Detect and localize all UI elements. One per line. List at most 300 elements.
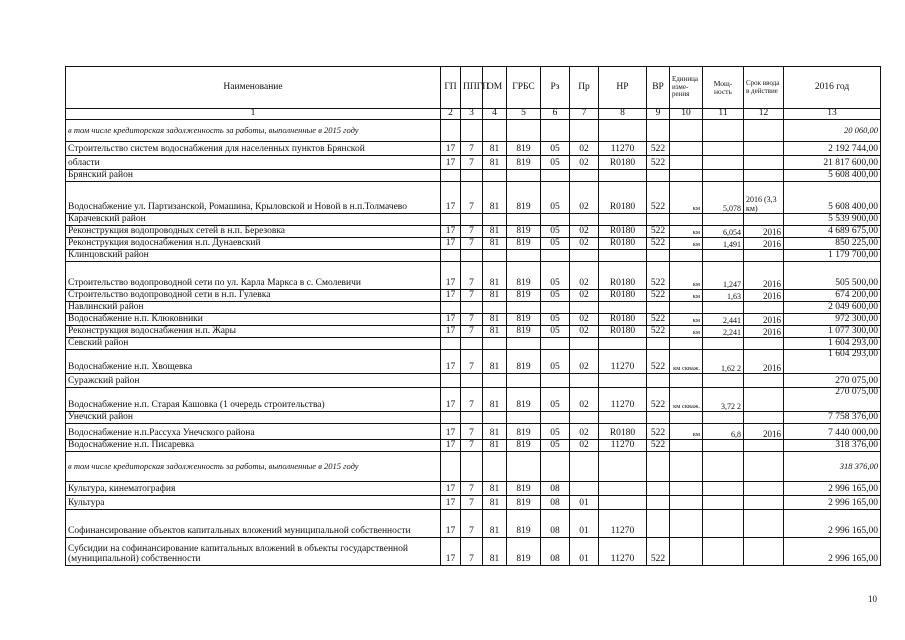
cell-empty-grbs bbox=[507, 302, 541, 314]
cell-ppgp: 7 bbox=[461, 424, 483, 440]
cell-name: Водоснабжение н.п. Писаревка bbox=[66, 440, 441, 452]
cell-name: Водоснабжение н.п. Хвощевка bbox=[66, 350, 441, 374]
cell-nr: R0180 bbox=[599, 226, 647, 238]
cell-empty-unit bbox=[670, 214, 703, 226]
cell-empty-cap bbox=[703, 170, 744, 182]
cell-empty-unit bbox=[670, 338, 703, 350]
cell-gp: 17 bbox=[441, 182, 461, 214]
cell-empty-rz bbox=[541, 214, 570, 226]
cell-empty-cap bbox=[703, 452, 744, 482]
table-header-row bbox=[66, 67, 881, 109]
cell-vr: 522 bbox=[647, 388, 670, 412]
cell-pr: 01 bbox=[570, 510, 599, 538]
cell-name: Реконструкция водопроводных сетей в н.п. Березовка bbox=[66, 226, 441, 238]
cell-empty-unit bbox=[670, 412, 703, 424]
cell-grbs: 819 bbox=[507, 182, 541, 214]
cell-pr: 02 bbox=[570, 350, 599, 374]
cell-rz: 05 bbox=[541, 226, 570, 238]
cell-empty-ppgp bbox=[461, 412, 483, 424]
cell-amount: 1 179 700,00 bbox=[784, 250, 881, 262]
cell-unit: км bbox=[670, 182, 703, 214]
column-header-name: Наименование bbox=[66, 67, 441, 109]
cell-gp: 17 bbox=[441, 314, 461, 326]
cell-name: Водоснабжение ул. Партизанской, Ромашина, Крыловской и Новой в н.п.Толмачево bbox=[66, 182, 441, 214]
table-row bbox=[66, 142, 881, 156]
cell-ppgp: 7 bbox=[461, 440, 483, 452]
cell-empty-nr bbox=[599, 302, 647, 314]
cell-cap: 1,62 2 bbox=[703, 350, 744, 374]
cell-vr: 522 bbox=[647, 290, 670, 302]
column-header-om: ОМ bbox=[483, 67, 507, 109]
cell-rz: 05 bbox=[541, 262, 570, 290]
cell-amount: 2 996 165,00 bbox=[784, 510, 881, 538]
column-index-grbs: 5 bbox=[507, 109, 541, 120]
cell-empty-pr bbox=[570, 338, 599, 350]
cell-amount: 21 817 600,00 bbox=[784, 156, 881, 170]
cell-unit bbox=[670, 496, 703, 510]
cell-empty-unit bbox=[670, 120, 703, 142]
cell-cap bbox=[703, 142, 744, 156]
cell-om: 81 bbox=[483, 440, 507, 452]
cell-vr: 522 bbox=[647, 350, 670, 374]
cell-empty-rz bbox=[541, 374, 570, 388]
cell-name: Водоснабжение н.п. Клюковники bbox=[66, 314, 441, 326]
cell-empty-unit bbox=[670, 170, 703, 182]
cell-term: 2016 bbox=[744, 226, 784, 238]
cell-empty-gp bbox=[441, 120, 461, 142]
column-header-pr: Пр bbox=[570, 67, 599, 109]
page-number: 10 bbox=[868, 594, 877, 604]
column-index-cap: 11 bbox=[703, 109, 744, 120]
cell-empty-grbs bbox=[507, 120, 541, 142]
cell-empty-term bbox=[744, 250, 784, 262]
cell-empty-rz bbox=[541, 170, 570, 182]
cell-amount: 7 440 000,00 bbox=[784, 424, 881, 440]
cell-ppgp: 7 bbox=[461, 314, 483, 326]
cell-empty-term bbox=[744, 374, 784, 388]
cell-term bbox=[744, 388, 784, 412]
cell-grbs: 819 bbox=[507, 290, 541, 302]
cell-vr: 522 bbox=[647, 538, 670, 566]
cell-gp: 17 bbox=[441, 238, 461, 250]
cell-term bbox=[744, 142, 784, 156]
cell-empty-pr bbox=[570, 302, 599, 314]
cell-name: Реконструкция водоснабжения н.п. Дунаевский bbox=[66, 238, 441, 250]
cell-nr: 11270 bbox=[599, 440, 647, 452]
cell-name: области bbox=[66, 156, 441, 170]
cell-gp: 17 bbox=[441, 538, 461, 566]
cell-vr: 522 bbox=[647, 226, 670, 238]
cell-om: 81 bbox=[483, 156, 507, 170]
cell-amount: 5 539 900,00 bbox=[784, 214, 881, 226]
cell-empty-vr bbox=[647, 250, 670, 262]
cell-nr: 11270 bbox=[599, 142, 647, 156]
cell-empty-pr bbox=[570, 170, 599, 182]
cell-cap bbox=[703, 482, 744, 496]
cell-om: 81 bbox=[483, 496, 507, 510]
cell-gp: 17 bbox=[441, 326, 461, 338]
cell-name: Суражский район bbox=[66, 374, 441, 388]
cell-empty-term bbox=[744, 170, 784, 182]
cell-cap bbox=[703, 538, 744, 566]
table-row bbox=[66, 374, 881, 388]
table-row bbox=[66, 482, 881, 496]
cell-amount: 4 689 675,00 bbox=[784, 226, 881, 238]
cell-name: Брянский район bbox=[66, 170, 441, 182]
cell-unit bbox=[670, 482, 703, 496]
cell-empty-ppgp bbox=[461, 120, 483, 142]
cell-pr: 02 bbox=[570, 156, 599, 170]
cell-nr: R0180 bbox=[599, 182, 647, 214]
table-row bbox=[66, 538, 881, 566]
cell-vr: 522 bbox=[647, 326, 670, 338]
cell-gp: 17 bbox=[441, 350, 461, 374]
cell-rz: 05 bbox=[541, 182, 570, 214]
cell-amount: 270 075,00 bbox=[784, 374, 881, 388]
cell-pr: 02 bbox=[570, 238, 599, 250]
cell-om: 81 bbox=[483, 182, 507, 214]
cell-empty-term bbox=[744, 412, 784, 424]
cell-empty-ppgp bbox=[461, 374, 483, 388]
cell-pr: 02 bbox=[570, 314, 599, 326]
table-row bbox=[66, 170, 881, 182]
cell-name: Севский район bbox=[66, 338, 441, 350]
table-row bbox=[66, 338, 881, 350]
cell-cap: 5,078 bbox=[703, 182, 744, 214]
table-row bbox=[66, 214, 881, 226]
cell-empty-grbs bbox=[507, 412, 541, 424]
cell-om: 81 bbox=[483, 238, 507, 250]
cell-cap: 2,441 bbox=[703, 314, 744, 326]
cell-pr: 02 bbox=[570, 262, 599, 290]
cell-ppgp: 7 bbox=[461, 350, 483, 374]
table-row bbox=[66, 350, 881, 374]
cell-empty-om bbox=[483, 452, 507, 482]
cell-gp: 17 bbox=[441, 510, 461, 538]
cell-om: 81 bbox=[483, 510, 507, 538]
cell-empty-pr bbox=[570, 214, 599, 226]
cell-pr bbox=[570, 482, 599, 496]
cell-empty-nr bbox=[599, 170, 647, 182]
cell-grbs: 819 bbox=[507, 262, 541, 290]
cell-empty-rz bbox=[541, 302, 570, 314]
cell-unit: км bbox=[670, 262, 703, 290]
cell-empty-term bbox=[744, 338, 784, 350]
cell-name: Клинцовский район bbox=[66, 250, 441, 262]
cell-empty-cap bbox=[703, 412, 744, 424]
column-header-gp: ГП bbox=[441, 67, 461, 109]
cell-cap bbox=[703, 510, 744, 538]
cell-amount: 2 049 600,00 bbox=[784, 302, 881, 314]
cell-term bbox=[744, 482, 784, 496]
cell-ppgp: 7 bbox=[461, 142, 483, 156]
cell-empty-vr bbox=[647, 374, 670, 388]
column-index-amount: 13 bbox=[784, 109, 881, 120]
cell-nr: R0180 bbox=[599, 424, 647, 440]
cell-grbs: 819 bbox=[507, 226, 541, 238]
cell-empty-ppgp bbox=[461, 338, 483, 350]
cell-empty-pr bbox=[570, 374, 599, 388]
cell-cap: 1,491 bbox=[703, 238, 744, 250]
cell-grbs: 819 bbox=[507, 496, 541, 510]
cell-empty-gp bbox=[441, 250, 461, 262]
cell-pr: 02 bbox=[570, 326, 599, 338]
cell-name: в том числе кредиторская задолженность за работы, выполненные в 2015 году bbox=[66, 452, 441, 482]
cell-amount: 850 225,00 bbox=[784, 238, 881, 250]
cell-empty-nr bbox=[599, 374, 647, 388]
cell-grbs: 819 bbox=[507, 424, 541, 440]
cell-name: Культура bbox=[66, 496, 441, 510]
cell-unit: км bbox=[670, 290, 703, 302]
cell-rz: 08 bbox=[541, 538, 570, 566]
cell-om: 81 bbox=[483, 388, 507, 412]
column-index-name: 1 bbox=[66, 109, 441, 120]
column-index-term: 12 bbox=[744, 109, 784, 120]
cell-grbs: 819 bbox=[507, 350, 541, 374]
cell-amount: 2 996 165,00 bbox=[784, 496, 881, 510]
cell-rz: 05 bbox=[541, 314, 570, 326]
cell-grbs: 819 bbox=[507, 482, 541, 496]
cell-unit: км bbox=[670, 424, 703, 440]
cell-term: 2016 bbox=[744, 290, 784, 302]
cell-om: 81 bbox=[483, 314, 507, 326]
cell-empty-om bbox=[483, 214, 507, 226]
cell-empty-gp bbox=[441, 214, 461, 226]
cell-name: Субсидии на софинансирование капитальных вложений в объекты государственной (муниципальной) собственности bbox=[66, 538, 441, 566]
column-index-gp: 2 bbox=[441, 109, 461, 120]
cell-empty-nr bbox=[599, 120, 647, 142]
cell-empty-cap bbox=[703, 120, 744, 142]
cell-cap: 2,241 bbox=[703, 326, 744, 338]
cell-empty-gp bbox=[441, 412, 461, 424]
cell-nr: 11270 bbox=[599, 510, 647, 538]
cell-ppgp: 7 bbox=[461, 156, 483, 170]
cell-empty-nr bbox=[599, 214, 647, 226]
cell-vr: 522 bbox=[647, 182, 670, 214]
cell-name: Строительство систем водоснабжения для населенных пунктов Брянской bbox=[66, 142, 441, 156]
cell-empty-gp bbox=[441, 338, 461, 350]
cell-cap bbox=[703, 440, 744, 452]
cell-vr bbox=[647, 496, 670, 510]
cell-grbs: 819 bbox=[507, 538, 541, 566]
cell-amount: 2 192 744,00 bbox=[784, 142, 881, 156]
cell-pr: 02 bbox=[570, 182, 599, 214]
cell-empty-pr bbox=[570, 250, 599, 262]
cell-empty-grbs bbox=[507, 374, 541, 388]
cell-empty-vr bbox=[647, 412, 670, 424]
table-row bbox=[66, 302, 881, 314]
cell-empty-rz bbox=[541, 452, 570, 482]
cell-amount: 1 604 293,00 bbox=[784, 338, 881, 350]
cell-gp: 17 bbox=[441, 388, 461, 412]
column-header-cap: Мощ- ность bbox=[703, 67, 744, 109]
cell-rz: 05 bbox=[541, 142, 570, 156]
cell-empty-vr bbox=[647, 214, 670, 226]
cell-name: Софинансирование объектов капитальных вложений муниципальной собственности bbox=[66, 510, 441, 538]
cell-gp: 17 bbox=[441, 482, 461, 496]
cell-empty-vr bbox=[647, 302, 670, 314]
cell-term: 2016 bbox=[744, 326, 784, 338]
cell-cap: 3,72 2 bbox=[703, 388, 744, 412]
table-row bbox=[66, 510, 881, 538]
cell-ppgp: 7 bbox=[461, 482, 483, 496]
cell-name: Унечский район bbox=[66, 412, 441, 424]
cell-grbs: 819 bbox=[507, 238, 541, 250]
cell-empty-nr bbox=[599, 250, 647, 262]
cell-empty-cap bbox=[703, 374, 744, 388]
cell-term: 2016 (3,3 км) bbox=[744, 182, 784, 214]
cell-nr: 11270 bbox=[599, 388, 647, 412]
cell-term: 2016 bbox=[744, 350, 784, 374]
table-row bbox=[66, 262, 881, 290]
cell-vr: 522 bbox=[647, 424, 670, 440]
column-header-unit: Единица изме- рения bbox=[670, 67, 703, 109]
cell-empty-unit bbox=[670, 302, 703, 314]
cell-om: 81 bbox=[483, 326, 507, 338]
cell-empty-pr bbox=[570, 412, 599, 424]
cell-unit bbox=[670, 142, 703, 156]
table-row bbox=[66, 388, 881, 412]
cell-empty-grbs bbox=[507, 170, 541, 182]
cell-om: 81 bbox=[483, 226, 507, 238]
cell-empty-gp bbox=[441, 170, 461, 182]
cell-rz: 05 bbox=[541, 424, 570, 440]
cell-gp: 17 bbox=[441, 226, 461, 238]
cell-empty-om bbox=[483, 338, 507, 350]
cell-empty-om bbox=[483, 374, 507, 388]
cell-om: 81 bbox=[483, 290, 507, 302]
cell-unit: км bbox=[670, 238, 703, 250]
cell-unit bbox=[670, 510, 703, 538]
column-header-ppgp: ППГП bbox=[461, 67, 483, 109]
cell-term bbox=[744, 538, 784, 566]
cell-term bbox=[744, 496, 784, 510]
cell-term: 2016 bbox=[744, 262, 784, 290]
cell-name: Водоснабжение н.п.Рассуха Унечского района bbox=[66, 424, 441, 440]
cell-vr: 522 bbox=[647, 156, 670, 170]
cell-nr: R0180 bbox=[599, 314, 647, 326]
cell-cap: 1,63 bbox=[703, 290, 744, 302]
cell-empty-ppgp bbox=[461, 214, 483, 226]
table-row bbox=[66, 452, 881, 482]
cell-om: 81 bbox=[483, 424, 507, 440]
cell-vr: 522 bbox=[647, 142, 670, 156]
cell-pr: 02 bbox=[570, 388, 599, 412]
cell-empty-vr bbox=[647, 452, 670, 482]
cell-cap bbox=[703, 496, 744, 510]
cell-amount: 674 200,00 bbox=[784, 290, 881, 302]
cell-gp: 17 bbox=[441, 290, 461, 302]
table-row bbox=[66, 412, 881, 424]
cell-vr bbox=[647, 510, 670, 538]
cell-pr: 02 bbox=[570, 440, 599, 452]
cell-ppgp: 7 bbox=[461, 538, 483, 566]
cell-grbs: 819 bbox=[507, 156, 541, 170]
cell-rz: 05 bbox=[541, 350, 570, 374]
cell-name: Строительство водопроводной сети в н.п. Гулевка bbox=[66, 290, 441, 302]
column-header-nr: НР bbox=[599, 67, 647, 109]
cell-term: 2016 bbox=[744, 238, 784, 250]
cell-cap: 1,247 bbox=[703, 262, 744, 290]
cell-empty-om bbox=[483, 120, 507, 142]
cell-empty-rz bbox=[541, 250, 570, 262]
cell-unit: км bbox=[670, 226, 703, 238]
cell-gp: 17 bbox=[441, 440, 461, 452]
cell-rz: 05 bbox=[541, 388, 570, 412]
cell-empty-cap bbox=[703, 302, 744, 314]
cell-grbs: 819 bbox=[507, 142, 541, 156]
column-header-grbs: ГРБС bbox=[507, 67, 541, 109]
table-row bbox=[66, 250, 881, 262]
cell-nr: R0180 bbox=[599, 156, 647, 170]
cell-empty-term bbox=[744, 302, 784, 314]
cell-unit bbox=[670, 440, 703, 452]
cell-nr: 11270 bbox=[599, 350, 647, 374]
cell-term bbox=[744, 156, 784, 170]
cell-nr: 11270 bbox=[599, 538, 647, 566]
table-row bbox=[66, 238, 881, 250]
cell-unit: км скваж. bbox=[670, 350, 703, 374]
cell-pr: 02 bbox=[570, 290, 599, 302]
cell-name: Реконструкция водоснабжения н.п. Жары bbox=[66, 326, 441, 338]
column-header-vr: ВР bbox=[647, 67, 670, 109]
cell-empty-rz bbox=[541, 338, 570, 350]
cell-name: Культура, кинематография bbox=[66, 482, 441, 496]
cell-rz: 05 bbox=[541, 326, 570, 338]
cell-empty-om bbox=[483, 302, 507, 314]
cell-om: 81 bbox=[483, 482, 507, 496]
cell-name: Карачевский район bbox=[66, 214, 441, 226]
cell-pr: 01 bbox=[570, 538, 599, 566]
cell-empty-grbs bbox=[507, 214, 541, 226]
cell-pr: 02 bbox=[570, 142, 599, 156]
cell-amount: 7 758 376,00 bbox=[784, 412, 881, 424]
cell-empty-grbs bbox=[507, 338, 541, 350]
cell-term: 2016 bbox=[744, 314, 784, 326]
cell-ppgp: 7 bbox=[461, 262, 483, 290]
cell-vr: 522 bbox=[647, 262, 670, 290]
table-row bbox=[66, 156, 881, 170]
cell-empty-ppgp bbox=[461, 452, 483, 482]
cell-vr: 522 bbox=[647, 314, 670, 326]
cell-grbs: 819 bbox=[507, 326, 541, 338]
cell-gp: 17 bbox=[441, 262, 461, 290]
cell-nr bbox=[599, 482, 647, 496]
cell-rz: 05 bbox=[541, 440, 570, 452]
table-row bbox=[66, 326, 881, 338]
cell-rz: 05 bbox=[541, 238, 570, 250]
cell-amount: 2 996 165,00 bbox=[784, 482, 881, 496]
cell-rz: 05 bbox=[541, 156, 570, 170]
cell-cap: 6,8 bbox=[703, 424, 744, 440]
budget-table bbox=[65, 66, 881, 566]
cell-empty-rz bbox=[541, 412, 570, 424]
cell-ppgp: 7 bbox=[461, 496, 483, 510]
cell-rz: 05 bbox=[541, 290, 570, 302]
table-body bbox=[66, 120, 881, 566]
cell-ppgp: 7 bbox=[461, 238, 483, 250]
cell-empty-ppgp bbox=[461, 250, 483, 262]
cell-empty-gp bbox=[441, 374, 461, 388]
cell-amount: 5 608 400,00 bbox=[784, 170, 881, 182]
cell-amount: 318 376,00 bbox=[784, 452, 881, 482]
cell-grbs: 819 bbox=[507, 388, 541, 412]
cell-om: 81 bbox=[483, 350, 507, 374]
cell-term bbox=[744, 440, 784, 452]
cell-pr: 01 bbox=[570, 496, 599, 510]
cell-pr: 02 bbox=[570, 424, 599, 440]
table-row bbox=[66, 440, 881, 452]
